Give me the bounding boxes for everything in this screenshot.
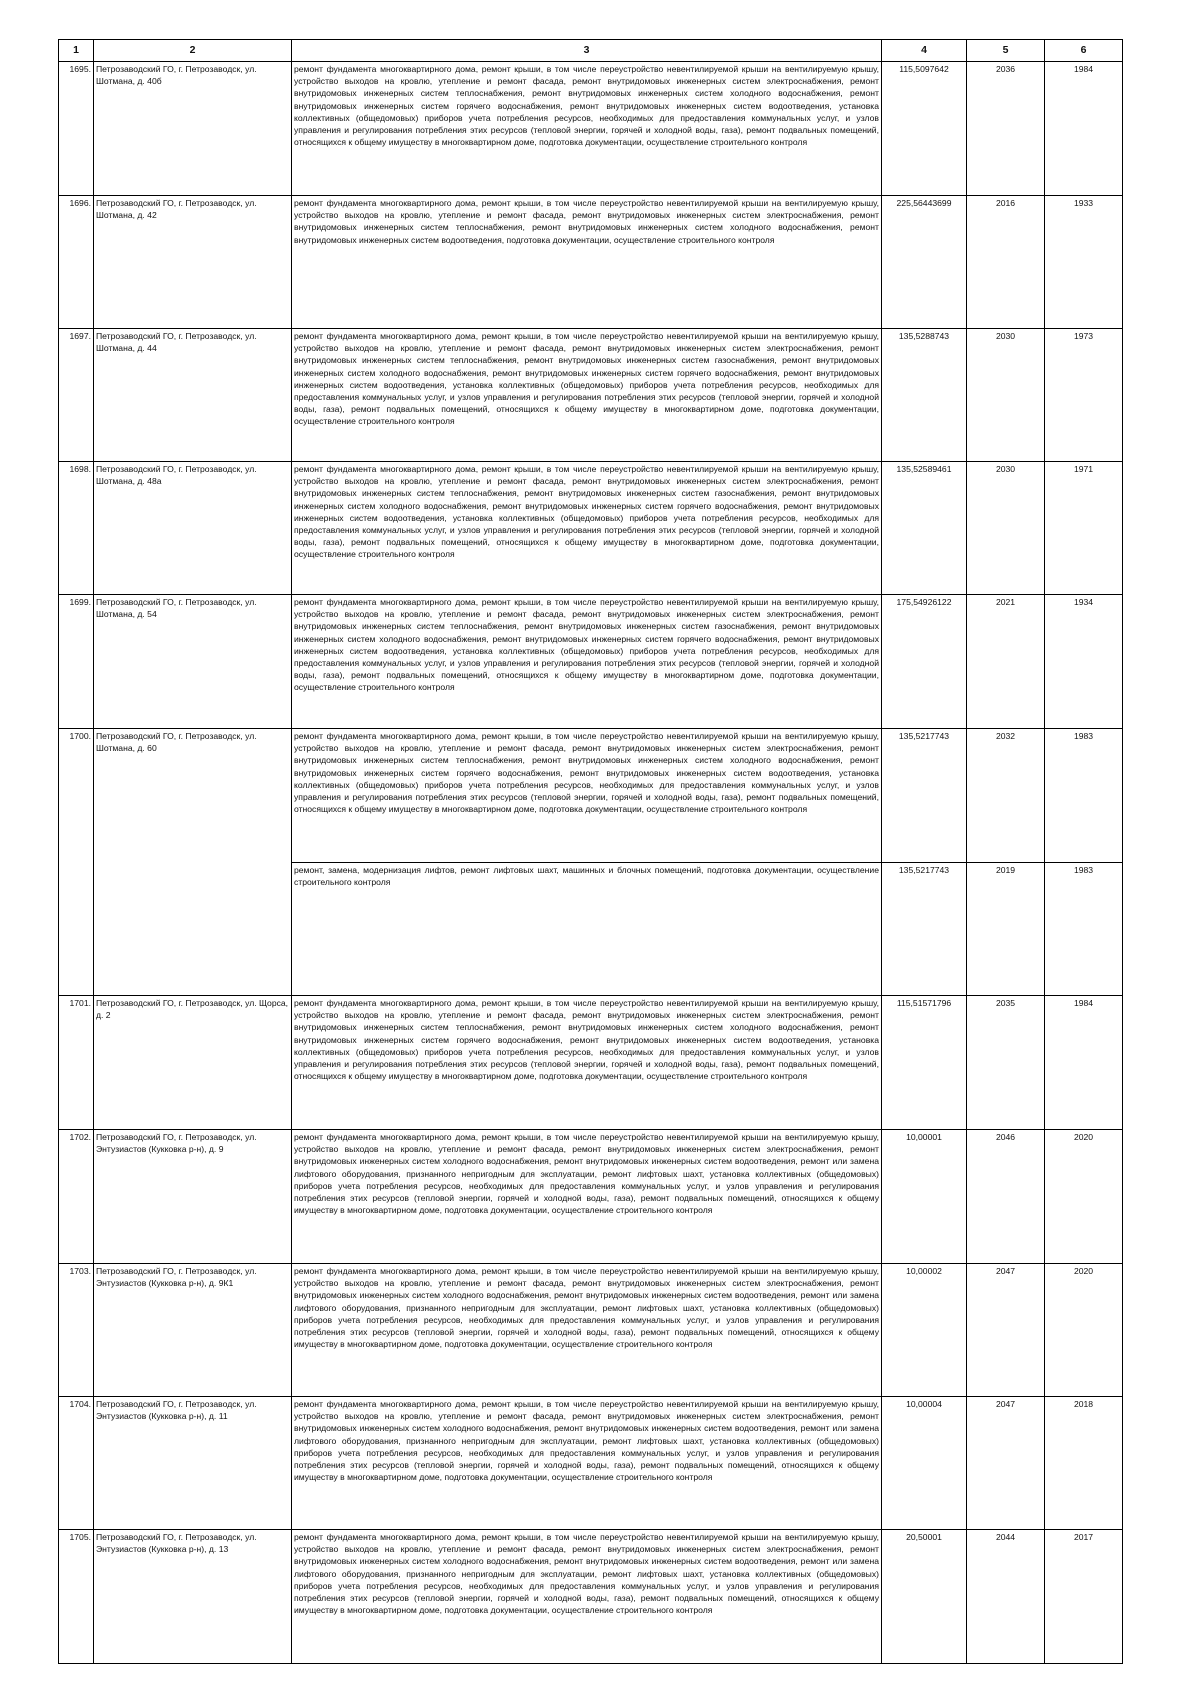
table-row xyxy=(59,1530,1123,1664)
table-row xyxy=(59,329,1123,462)
cost-cell: 10,00001 xyxy=(882,1130,967,1264)
cost-cell: 10,00004 xyxy=(882,1397,967,1530)
address-cell: Петрозаводский ГО, г. Петрозаводск, ул. Энтузиастов (Кукковка р-н), д. 9 xyxy=(94,1130,292,1264)
column-header: 1 xyxy=(59,40,94,62)
cost-cell: 115,51571796 xyxy=(882,996,967,1130)
work-cell: ремонт фундамента многоквартирного дома, ремонт крыши, в том числе переустройство невентилируемой крыши на вентилируемую крышу, устройство выходов на кровлю, утепление и ремонт фасада, ремонт внутридомовых инженерных систем электроснабжения, ремонт внутридомовых инженерных систем холодного водоснабжения, ремонт внутридомовых инженерных систем водоотведения, ремонт или замена лифтового оборудования, признанного непригодным для эксплуатации, ремонт лифтовых шахт, установка коллективных (общедомовых) приборов учета потребления ресурсов, необходимых для предоставления коммунальных услуг, и узлов управления и регулирования потребления этих ресурсов (тепловой энергии, горячей и холодной воды, газа), ремонт подвальных помещений, относящихся к общему имуществу в многоквартирном доме, подготовка документации, осуществление строительного контроля xyxy=(292,1130,882,1264)
built-year-cell: 1934 xyxy=(1045,595,1123,729)
row-number: 1703. xyxy=(59,1264,94,1397)
built-year-cell: 1983 xyxy=(1045,863,1123,996)
table-row xyxy=(59,196,1123,329)
row-number: 1704. xyxy=(59,1397,94,1530)
address-cell: Петрозаводский ГО, г. Петрозаводск, ул. Шотмана, д. 42 xyxy=(94,196,292,329)
work-cell: ремонт фундамента многоквартирного дома, ремонт крыши, в том числе переустройство невентилируемой крыши на вентилируемую крышу, устройство выходов на кровлю, утепление и ремонт фасада, ремонт внутридомовых инженерных систем электроснабжения, ремонт внутридомовых инженерных систем теплоснабжения, ремонт внутридомовых инженерных систем холодного водоснабжения, ремонт внутридомовых инженерных систем водоотведения, подготовка документации, осуществление строительного контроля xyxy=(292,196,882,329)
built-year-cell: 1984 xyxy=(1045,62,1123,196)
built-year-cell: 1971 xyxy=(1045,462,1123,595)
column-header: 6 xyxy=(1045,40,1123,62)
row-number: 1699. xyxy=(59,595,94,729)
address-cell: Петрозаводский ГО, г. Петрозаводск, ул. Энтузиастов (Кукковка р-н), д. 9К1 xyxy=(94,1264,292,1397)
work-cell: ремонт, замена, модернизация лифтов, ремонт лифтовых шахт, машинных и блочных помещений, подготовка документации, осуществление строительного контроля xyxy=(292,863,882,996)
cost-cell: 115,5097642 xyxy=(882,62,967,196)
built-year-cell: 2020 xyxy=(1045,1264,1123,1397)
row-number: 1698. xyxy=(59,462,94,595)
cost-cell: 175,54926122 xyxy=(882,595,967,729)
address-cell: Петрозаводский ГО, г. Петрозаводск, ул. Шотмана, д. 54 xyxy=(94,595,292,729)
cost-cell: 10,00002 xyxy=(882,1264,967,1397)
address-cell: Петрозаводский ГО, г. Петрозаводск, ул. Энтузиастов (Кукковка р-н), д. 11 xyxy=(94,1397,292,1530)
work-cell: ремонт фундамента многоквартирного дома, ремонт крыши, в том числе переустройство невентилируемой крыши на вентилируемую крышу, устройство выходов на кровлю, утепление и ремонт фасада, ремонт внутридомовых инженерных систем электроснабжения, ремонт внутридомовых инженерных систем теплоснабжения, ремонт внутридомовых инженерных систем холодного водоснабжения, ремонт внутридомовых инженерных систем горячего водоснабжения, ремонт внутридомовых инженерных систем водоотведения, установка коллективных (общедомовых) приборов учета потребления ресурсов, необходимых для предоставления коммунальных услуг, и узлов управления и регулирования потребления этих ресурсов (тепловой энергии, горячей и холодной воды, газа), ремонт подвальных помещений, относящихся к общему имуществу в многоквартирном доме, подготовка документации, осуществление строительного контроля xyxy=(292,62,882,196)
column-header: 2 xyxy=(94,40,292,62)
cost-cell: 135,52589461 xyxy=(882,462,967,595)
header-row xyxy=(59,40,1123,62)
cost-cell: 135,5288743 xyxy=(882,329,967,462)
address-cell: Петрозаводский ГО, г. Петрозаводск, ул. Шотмана, д. 48а xyxy=(94,462,292,595)
table-row xyxy=(59,595,1123,729)
column-header: 3 xyxy=(292,40,882,62)
built-year-cell: 1933 xyxy=(1045,196,1123,329)
table-row xyxy=(59,729,1123,863)
row-number: 1696. xyxy=(59,196,94,329)
repair-program-table xyxy=(58,39,1123,1664)
planned-year-cell: 2047 xyxy=(967,1397,1045,1530)
work-cell: ремонт фундамента многоквартирного дома, ремонт крыши, в том числе переустройство невентилируемой крыши на вентилируемую крышу, устройство выходов на кровлю, утепление и ремонт фасада, ремонт внутридомовых инженерных систем электроснабжения, ремонт внутридомовых инженерных систем теплоснабжения, ремонт внутридомовых инженерных систем холодного водоснабжения, ремонт внутридомовых инженерных систем горячего водоснабжения, ремонт внутридомовых инженерных систем водоотведения, установка коллективных (общедомовых) приборов учета потребления ресурсов, необходимых для предоставления коммунальных услуг, и узлов управления и регулирования потребления этих ресурсов (тепловой энергии, горячей и холодной воды, газа), ремонт подвальных помещений, относящихся к общему имуществу в многоквартирном доме, подготовка документации, осуществление строительного контроля xyxy=(292,729,882,863)
built-year-cell: 2018 xyxy=(1045,1397,1123,1530)
work-cell: ремонт фундамента многоквартирного дома, ремонт крыши, в том числе переустройство невентилируемой крыши на вентилируемую крышу, устройство выходов на кровлю, утепление и ремонт фасада, ремонт внутридомовых инженерных систем электроснабжения, ремонт внутридомовых инженерных систем холодного водоснабжения, ремонт внутридомовых инженерных систем водоотведения, ремонт или замена лифтового оборудования, признанного непригодным для эксплуатации, ремонт лифтовых шахт, установка коллективных (общедомовых) приборов учета потребления ресурсов, необходимых для предоставления коммунальных услуг, и узлов управления и регулирования потребления этих ресурсов (тепловой энергии, горячей и холодной воды, газа), ремонт подвальных помещений, относящихся к общему имуществу в многоквартирном доме, подготовка документации, осуществление строительного контроля xyxy=(292,1397,882,1530)
work-cell: ремонт фундамента многоквартирного дома, ремонт крыши, в том числе переустройство невентилируемой крыши на вентилируемую крышу, устройство выходов на кровлю, утепление и ремонт фасада, ремонт внутридомовых инженерных систем электроснабжения, ремонт внутридомовых инженерных систем холодного водоснабжения, ремонт внутридомовых инженерных систем водоотведения, ремонт или замена лифтового оборудования, признанного непригодным для эксплуатации, ремонт лифтовых шахт, установка коллективных (общедомовых) приборов учета потребления ресурсов, необходимых для предоставления коммунальных услуг, и узлов управления и регулирования потребления этих ресурсов (тепловой энергии, горячей и холодной воды, газа), ремонт подвальных помещений, относящихся к общему имуществу в многоквартирном доме, подготовка документации, осуществление строительного контроля xyxy=(292,1264,882,1397)
work-cell: ремонт фундамента многоквартирного дома, ремонт крыши, в том числе переустройство невентилируемой крыши на вентилируемую крышу, устройство выходов на кровлю, утепление и ремонт фасада, ремонт внутридомовых инженерных систем электроснабжения, ремонт внутридомовых инженерных систем холодного водоснабжения, ремонт внутридомовых инженерных систем водоотведения, ремонт или замена лифтового оборудования, признанного непригодным для эксплуатации, ремонт лифтовых шахт, установка коллективных (общедомовых) приборов учета потребления ресурсов, необходимых для предоставления коммунальных услуг, и узлов управления и регулирования потребления этих ресурсов (тепловой энергии, горячей и холодной воды, газа), ремонт подвальных помещений, относящихся к общему имуществу в многоквартирном доме, подготовка документации, осуществление строительного контроля xyxy=(292,1530,882,1664)
table-row xyxy=(59,1264,1123,1397)
planned-year-cell: 2032 xyxy=(967,729,1045,863)
planned-year-cell: 2021 xyxy=(967,595,1045,729)
row-number: 1701. xyxy=(59,996,94,1130)
row-number: 1705. xyxy=(59,1530,94,1664)
address-cell: Петрозаводский ГО, г. Петрозаводск, ул. Шотмана, д. 40б xyxy=(94,62,292,196)
built-year-cell: 1984 xyxy=(1045,996,1123,1130)
address-cell: Петрозаводский ГО, г. Петрозаводск, ул. Шотмана, д. 44 xyxy=(94,329,292,462)
row-number: 1700. xyxy=(59,729,94,996)
planned-year-cell: 2030 xyxy=(967,462,1045,595)
work-cell: ремонт фундамента многоквартирного дома, ремонт крыши, в том числе переустройство невентилируемой крыши на вентилируемую крышу, устройство выходов на кровлю, утепление и ремонт фасада, ремонт внутридомовых инженерных систем электроснабжения, ремонт внутридомовых инженерных систем теплоснабжения, ремонт внутридомовых инженерных систем холодного водоснабжения, ремонт внутридомовых инженерных систем горячего водоснабжения, ремонт внутридомовых инженерных систем водоотведения, установка коллективных (общедомовых) приборов учета потребления ресурсов, необходимых для предоставления коммунальных услуг, и узлов управления и регулирования потребления этих ресурсов (тепловой энергии, горячей и холодной воды, газа), ремонт подвальных помещений, относящихся к общему имуществу в многоквартирном доме, подготовка документации, осуществление строительного контроля xyxy=(292,996,882,1130)
planned-year-cell: 2036 xyxy=(967,62,1045,196)
built-year-cell: 1973 xyxy=(1045,329,1123,462)
cost-cell: 225,56443699 xyxy=(882,196,967,329)
table-row xyxy=(59,1397,1123,1530)
table-row xyxy=(59,62,1123,196)
built-year-cell: 1983 xyxy=(1045,729,1123,863)
planned-year-cell: 2035 xyxy=(967,996,1045,1130)
planned-year-cell: 2016 xyxy=(967,196,1045,329)
address-cell: Петрозаводский ГО, г. Петрозаводск, ул. Щорса, д. 2 xyxy=(94,996,292,1130)
planned-year-cell: 2019 xyxy=(967,863,1045,996)
built-year-cell: 2020 xyxy=(1045,1130,1123,1264)
column-header: 4 xyxy=(882,40,967,62)
planned-year-cell: 2030 xyxy=(967,329,1045,462)
cost-cell: 135,5217743 xyxy=(882,863,967,996)
column-header: 5 xyxy=(967,40,1045,62)
row-number: 1697. xyxy=(59,329,94,462)
row-number: 1702. xyxy=(59,1130,94,1264)
address-cell: Петрозаводский ГО, г. Петрозаводск, ул. Энтузиастов (Кукковка р-н), д. 13 xyxy=(94,1530,292,1664)
cost-cell: 20,50001 xyxy=(882,1530,967,1664)
table-row xyxy=(59,1130,1123,1264)
built-year-cell: 2017 xyxy=(1045,1530,1123,1664)
work-cell: ремонт фундамента многоквартирного дома, ремонт крыши, в том числе переустройство невентилируемой крыши на вентилируемую крышу, устройство выходов на кровлю, утепление и ремонт фасада, ремонт внутридомовых инженерных систем электроснабжения, ремонт внутридомовых инженерных систем теплоснабжения, ремонт внутридомовых инженерных систем газоснабжения, ремонт внутридомовых инженерных систем холодного водоснабжения, ремонт внутридомовых инженерных систем горячего водоснабжения, ремонт внутридомовых инженерных систем водоотведения, установка коллективных (общедомовых) приборов учета потребления ресурсов, необходимых для предоставления коммунальных услуг, и узлов управления и регулирования потребления этих ресурсов (тепловой энергии, горячей и холодной воды, газа), ремонт подвальных помещений, относящихся к общему имуществу в многоквартирном доме, подготовка документации, осуществление строительного контроля xyxy=(292,462,882,595)
planned-year-cell: 2047 xyxy=(967,1264,1045,1397)
work-cell: ремонт фундамента многоквартирного дома, ремонт крыши, в том числе переустройство невентилируемой крыши на вентилируемую крышу, устройство выходов на кровлю, утепление и ремонт фасада, ремонт внутридомовых инженерных систем электроснабжения, ремонт внутридомовых инженерных систем теплоснабжения, ремонт внутридомовых инженерных систем газоснабжения, ремонт внутридомовых инженерных систем холодного водоснабжения, ремонт внутридомовых инженерных систем горячего водоснабжения, ремонт внутридомовых инженерных систем водоотведения, установка коллективных (общедомовых) приборов учета потребления ресурсов, необходимых для предоставления коммунальных услуг, и узлов управления и регулирования потребления этих ресурсов (тепловой энергии, горячей и холодной воды, газа), ремонт подвальных помещений, относящихся к общему имуществу в многоквартирном доме, подготовка документации, осуществление строительного контроля xyxy=(292,595,882,729)
planned-year-cell: 2046 xyxy=(967,1130,1045,1264)
row-number: 1695. xyxy=(59,62,94,196)
table-row xyxy=(59,996,1123,1130)
planned-year-cell: 2044 xyxy=(967,1530,1045,1664)
cost-cell: 135,5217743 xyxy=(882,729,967,863)
table-row xyxy=(59,462,1123,595)
work-cell: ремонт фундамента многоквартирного дома, ремонт крыши, в том числе переустройство невентилируемой крыши на вентилируемую крышу, устройство выходов на кровлю, утепление и ремонт фасада, ремонт внутридомовых инженерных систем электроснабжения, ремонт внутридомовых инженерных систем теплоснабжения, ремонт внутридомовых инженерных систем газоснабжения, ремонт внутридомовых инженерных систем холодного водоснабжения, ремонт внутридомовых инженерных систем горячего водоснабжения, ремонт внутридомовых инженерных систем водоотведения, установка коллективных (общедомовых) приборов учета потребления ресурсов, необходимых для предоставления коммунальных услуг, и узлов управления и регулирования потребления этих ресурсов (тепловой энергии, горячей и холодной воды, газа), ремонт подвальных помещений, относящихся к общему имуществу в многоквартирном доме, подготовка документации, осуществление строительного контроля xyxy=(292,329,882,462)
address-cell: Петрозаводский ГО, г. Петрозаводск, ул. Шотмана, д. 60 xyxy=(94,729,292,996)
